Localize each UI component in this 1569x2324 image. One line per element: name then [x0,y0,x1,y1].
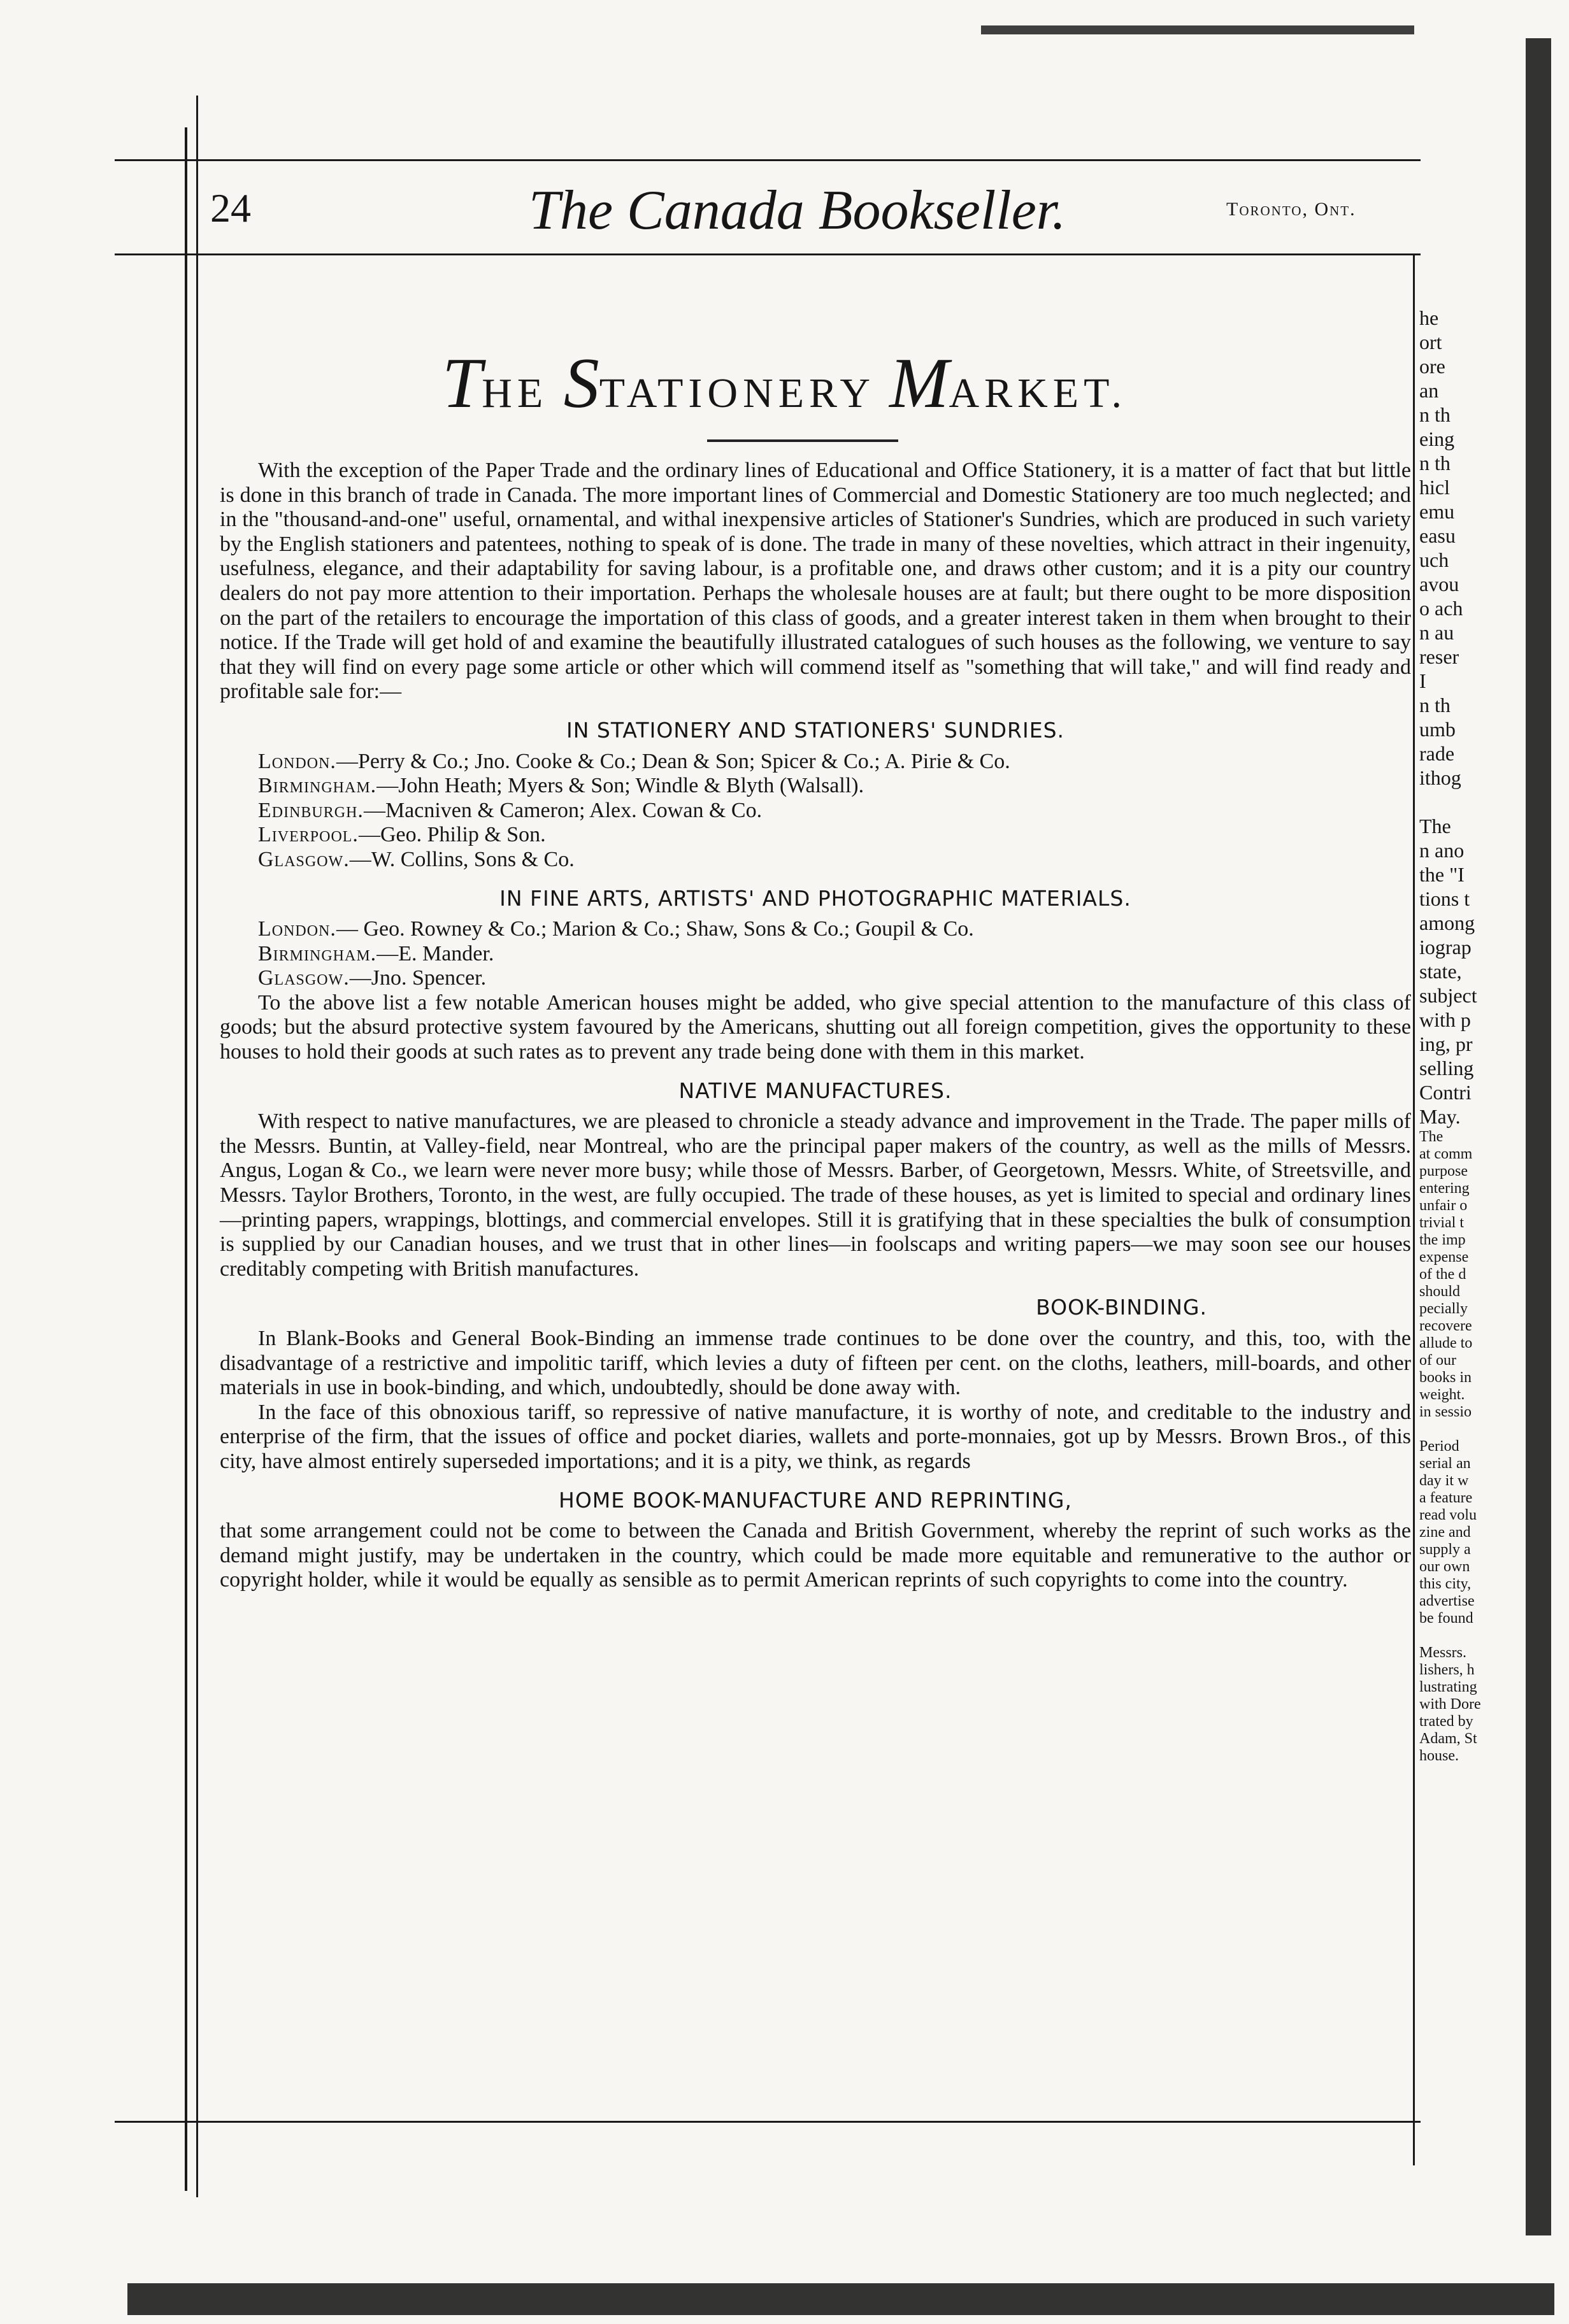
footer-rule [115,2121,1421,2123]
adjacent-small-line: should [1419,1283,1461,1300]
adjacent-small-line: weight. [1419,1387,1465,1403]
adjacent-small-line: The [1419,1129,1444,1145]
binding-paragraph-1: In Blank-Books and General Book-Binding an immense trade continues to be done over the country, and this, too, with the disadvantage of a restrictive and impolitic tariff, which levies a duty of fifteen per cent. on the cloths, leathers, mill-boards, and other materials in use in book-binding, and which, undoubtedly, should be done away with. [220,1327,1411,1400]
title-initial-m: M [889,344,949,423]
list-item [220,750,1411,774]
adjacent-line: uch [1419,548,1449,571]
adjacent-line: May. [1419,1105,1461,1128]
adjacent-line: he [1419,306,1439,329]
adjacent-small-line: the imp [1419,1232,1466,1248]
list-city: Birmingham. [258,941,377,966]
adjacent-line: subject [1419,984,1477,1007]
list-city: London. [258,917,336,941]
adjacent-line: umb [1419,718,1456,741]
adjacent-line: emu [1419,500,1455,523]
list-item [220,823,1411,848]
adjacent-line: n th [1419,403,1451,426]
adjacent-line: n ano [1419,839,1465,862]
list-city: Glasgow. [258,966,350,990]
adjacent-line: reser [1419,645,1459,668]
adjacent-line: iograp [1419,936,1472,959]
scan-bottom-shadow [127,2283,1554,2315]
page-number: 24 [210,185,251,231]
adjacent-small-line: trated by [1419,1713,1473,1730]
adjacent-small-line: in sessio [1419,1404,1472,1420]
title-word-stationery: TATIONERY [599,370,890,417]
adjacent-small-line: allude to [1419,1335,1473,1351]
article-title [0,343,1569,425]
list-item [220,942,1411,967]
list-city: Birmingham. [258,774,377,798]
binding-paragraph-2: In the face of this obnoxious tariff, so repressive of native manufacture, it is worthy of note, and creditable to the industry and enterprise of the firm, that the issues of office and pocket diaries, wallets and porte-monnaies, got up by Messrs. Brown Bros., of this city, have almost entirely superseded importations; and it is a pity, we think, as regards [220,1400,1411,1473]
left-margin-rule [185,127,187,2191]
adjacent-line: Contri [1419,1081,1472,1104]
list-houses: —Jno. Spencer. [349,966,487,990]
list-item [220,917,1411,942]
adjacent-small-line: trivial t [1419,1215,1464,1231]
sundries-list [220,750,1411,873]
adjacent-small-line: house. [1419,1748,1459,1764]
adjacent-line: avou [1419,573,1459,595]
binding-heading: BOOK-BINDING. [1036,1295,1207,1320]
list-houses: —Macniven & Cameron; Alex. Cowan & Co. [363,798,763,822]
american-paragraph: To the above list a few notable American houses might be added, who give special attention to the manufacture of this class of goods; but the absurd protective system favoured by the Americans, shutting out all foreign competition, gives the opportunity to these houses to hold their goods at such rates as to prevent any trade being done with them in this market. [220,990,1411,1064]
adjacent-small-line: of the d [1419,1266,1466,1283]
adjacent-line: eing [1419,427,1455,450]
adjacent-line: The [1419,815,1451,838]
header-bottom-rule [115,253,1421,255]
column-rule [1413,255,1415,2165]
adjacent-small-line: advertise [1419,1593,1475,1609]
arts-heading: IN FINE ARTS, ARTISTS' AND PHOTOGRAPHIC MATERIALS. [499,885,1131,911]
adjacent-small-line: read volu [1419,1507,1477,1523]
list-houses: —John Heath; Myers & Son; Windle & Blyth (Walsall). [376,774,864,798]
adjacent-line: ithog [1419,766,1461,789]
adjacent-small-line: recovere [1419,1318,1472,1334]
title-word-the: HE [482,370,564,417]
adjacent-small-line: of our [1419,1352,1456,1369]
adjacent-small-line: Messrs. [1419,1644,1467,1661]
native-paragraph: With respect to native manufactures, we are pleased to chronicle a steady advance and improvement in the Trade. The paper mills of the Messrs. Buntin, at Valley-field, near Montreal, who are the principal paper makers of the country, as well as the mills of Messrs. Angus, Logan & Co., we learn were never more busy; while those of Messrs. Barber, of Georgetown, Messrs. White, of Streetsville, and Messrs. Taylor Brothers, Toronto, in the west, are fully occupied. The trade of these houses, as yet is limited to special and ordinary lines—printing papers, wrappings, blottings, and commercial envelopes. Still it is gratifying that in these specialties the bulk of consumption is supplied by our Canadian houses, and we trust that in other lines—in foolscaps and writing papers—we may soon see our houses creditably competing with British manufactures. [220,1109,1411,1281]
adjacent-small-line: Period [1419,1438,1459,1455]
adjacent-small-line: with Dore [1419,1696,1481,1713]
adjacent-small-line: books in [1419,1369,1472,1386]
adjacent-small-line: expense [1419,1249,1469,1265]
sundries-heading: IN STATIONERY AND STATIONERS' SUNDRIES. [566,717,1065,743]
adjacent-small-line: our own [1419,1558,1470,1575]
adjacent-line: rade [1419,742,1455,765]
adjacent-small-line: purpose [1419,1163,1468,1180]
intro-paragraph: With the exception of the Paper Trade and the ordinary lines of Educational and Office Stationery, it is a matter of fact that but little is done in this branch of trade in Canada. The more important lines of Commercial and Domestic Stationery are too much neglected; and in the "thousand-and-one" useful, ornamental, and withal inexpensive articles of Stationer's Sundries, which are produced in such variety by the English stationers and patentees, nothing to speak of is done. The trade in many of these novelties, which attract in their ingenuity, usefulness, elegance, and their adaptability for saving labour, is a profitable one, and draws other custom; and it is a pity our country dealers do not pay more attention to their importation. Perhaps the wholesale houses are at fault; but there ought to be more disposition on the part of the retailers to encourage the importation of this class of goods, and a greater interest taken in them when brought to their notice. If the Trade will get hold of and examine the beautifully illustrated catalogues of such houses as the following, we venture to say that they will find on every page some article or other which will commend itself as "something that will take," and will find ready and profitable sale for:— [220,459,1411,704]
title-word-market: ARKET. [949,370,1128,417]
title-initial-t: T [441,344,482,423]
adjacent-small-line: be found [1419,1610,1473,1627]
adjacent-small-line: at comm [1419,1146,1473,1162]
list-item [220,799,1411,823]
adjacent-line: n th [1419,452,1451,474]
native-heading: NATIVE MANUFACTURES. [678,1078,952,1103]
adjacent-small-line: unfair o [1419,1197,1468,1214]
list-city: Liverpool. [258,823,359,847]
article-body [220,459,1411,1593]
list-houses: —Perry & Co.; Jno. Cooke & Co.; Dean & Son; Spicer & Co.; A. Pirie & Co. [336,749,1010,773]
adjacent-line: with p [1419,1008,1471,1031]
list-item [220,774,1411,799]
arts-list [220,917,1411,991]
header-top-rule [115,159,1421,161]
scan-top-shadow [981,25,1414,34]
adjacent-small-line: zine and [1419,1524,1471,1541]
adjacent-line: ore [1419,355,1445,378]
list-houses: —W. Collins, Sons & Co. [349,847,575,871]
adjacent-small-line: lishers, h [1419,1662,1475,1678]
adjacent-small-line: Adam, St [1419,1730,1477,1747]
adjacent-line: the "I [1419,863,1465,886]
list-city: Glasgow. [258,847,350,871]
list-item [220,966,1411,991]
adjacent-line: n th [1419,694,1451,716]
adjacent-line: tions t [1419,887,1470,910]
title-divider [707,439,898,442]
list-city: London. [258,749,336,773]
publication-title: The Canada Bookseller. [529,180,1066,241]
adjacent-line: ing, pr [1419,1032,1473,1055]
adjacent-small-line: this city, [1419,1576,1472,1592]
adjacent-small-line: lustrating [1419,1679,1477,1695]
home-paragraph: that some arrangement could not be come to between the Canada and British Government, whereby the reprint of such works as the demand might justify, may be undertaken in the country, which could be made more equitable and remunerative to the author or copyright holder, while it would be equally as sensible as to permit American reprints of such copyrights to come into the country. [220,1519,1411,1592]
adjacent-small-line: pecially [1419,1301,1468,1317]
adjacent-line: n au [1419,621,1454,644]
adjacent-small-line: serial an [1419,1455,1471,1472]
list-houses: — Geo. Rowney & Co.; Marion & Co.; Shaw, Sons & Co.; Goupil & Co. [336,917,974,941]
adjacent-small-line: entering [1419,1180,1470,1197]
adjacent-line: ort [1419,331,1442,353]
title-initial-s: S [563,344,599,423]
adjacent-line: an [1419,379,1439,402]
adjacent-line: selling [1419,1057,1474,1080]
adjacent-small-line: supply a [1419,1541,1471,1558]
list-houses: —Geo. Philip & Son. [358,823,546,847]
adjacent-line: among [1419,911,1475,934]
list-item [220,848,1411,873]
adjacent-small-line: day it w [1419,1472,1469,1489]
adjacent-line: hicl [1419,476,1450,499]
adjacent-small-line: a feature [1419,1490,1473,1506]
adjacent-line: o ach [1419,597,1463,620]
adjacent-line: I [1419,669,1426,692]
home-heading: HOME BOOK-MANUFACTURE AND REPRINTING, [559,1487,1072,1513]
list-city: Edinburgh. [258,798,364,822]
scan-edge-shadow [1526,38,1551,2235]
adjacent-line: easu [1419,524,1456,547]
publication-location: Toronto, Ont. [1226,199,1356,220]
adjacent-line: state, [1419,960,1462,983]
list-houses: —E. Mander. [376,941,494,966]
